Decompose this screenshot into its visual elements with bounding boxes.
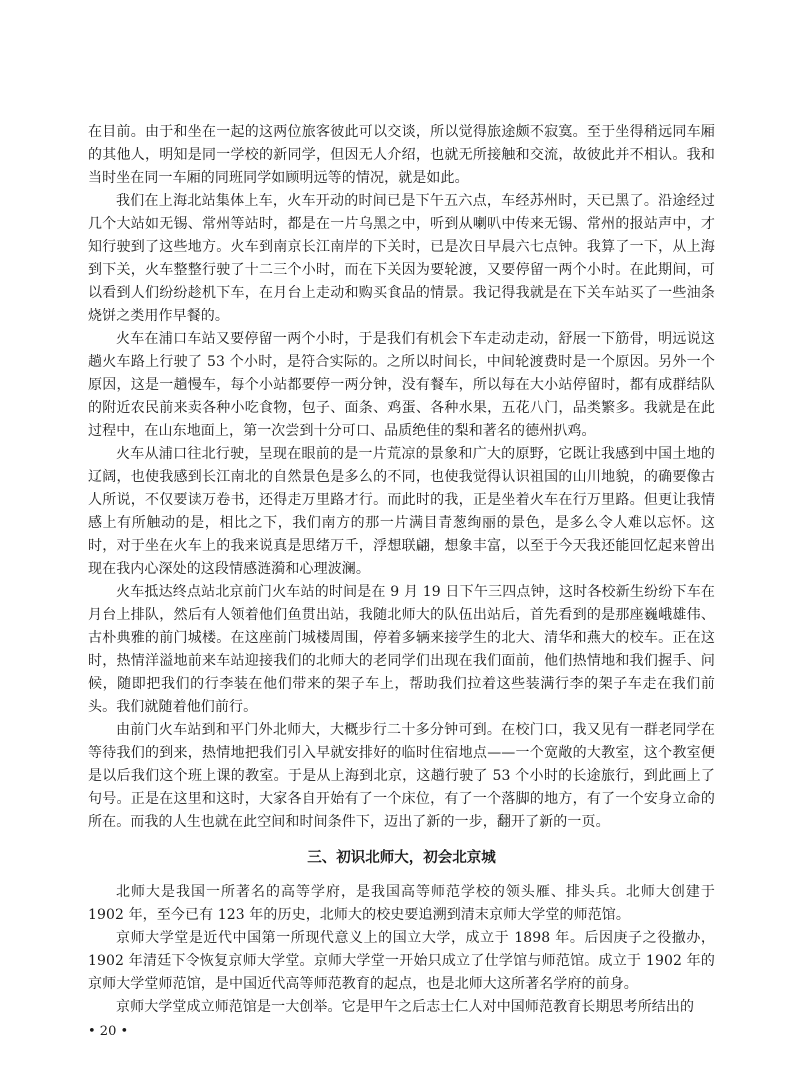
section-heading: 三、初识北师大，初会北京城 xyxy=(307,850,496,866)
paragraph: 京师大学堂是近代中国第一所现代意义上的国立大学，成立于 1898 年。后因庚子之役撤办，1902 年清廷下令恢复京师大学堂。京师大学堂一开始只成立了仕学馆与师范馆。成立于 1902 年的京师大学堂师范馆，是中国近代高等师范教育的起点，也是北师大这所著名学府的前身。 xyxy=(88,930,715,992)
paragraph: 在目前。由于和坐在一起的这两位旅客彼此可以交谈，所以觉得旅途颇不寂寞。至于坐得稍远同车厢的其他人，明知是同一学校的新同学，但因无人介绍，也就无所接触和交流，故彼此并不相认。我和当时坐在同一车厢的同班同学如顾明远等的情况，就是如此。 xyxy=(88,124,715,186)
paragraph: 火车从浦口往北行驶，呈现在眼前的是一片荒凉的景象和广大的原野，它既让我感到中国土地的辽阔，也使我感到长江南北的自然景色是多么的不同，也使我觉得认识祖国的山川地貌，的确要像古人所说，不仅要读万卷书，还得走万里路才行。而此时的我，正是坐着火车在行万里路。但更让我情感上有所触动的是，相比之下，我们南方的那一片满目青葱绚丽的景色，是多么令人难以忘怀。这时，对于坐在火车上的我来说真是思绪万千，浮想联翩，想象丰富，以至于今天我还能回忆起来曾出现在我内心深处的这段情感涟漪和心理波澜。 xyxy=(88,446,715,577)
paragraph: 北师大是我国一所著名的高等学府，是我国高等师范学校的领头雁、排头兵。北师大创建于 1902 年，至今已有 123 年的历史，北师大的校史要追溯到清末京师大学堂的师范馆。 xyxy=(88,884,715,923)
paragraph: 火车抵达终点站北京前门火车站的时间是在 9 月 19 日下午三四点钟，这时各校新生纷纷下车在月台上排队，然后有人领着他们鱼贯出站，我随北师大的队伍出站后，首先看到的是那座巍峨雄伟、古朴典雅的前门城楼。在这座前门城楼周围，停着多辆来接学生的北大、清华和燕大的校车。正在这时，热情洋溢地前来车站迎接我们的北师大的老同学们出现在我们面前，他们热情地和我们握手、问候，随即把我们的行李装在他们带来的架子车上，帮助我们拉着这些装满行李的架子车走在我们前头。我们就随着他们前行。 xyxy=(88,584,715,715)
page-number: • 20 • xyxy=(88,1024,129,1039)
paragraph: 由前门火车站到和平门外北师大，大概步行二十多分钟可到。在校门口，我又见有一群老同学在等待我们的到来，热情地把我们引入早就安排好的临时住宿地点——一个宽敞的大教室，这个教室便是以后我们这个班上课的教室。于是从上海到北京，这趟行驶了 53 个小时的长途旅行，到此画上了句号。正是在这里和这时，大家各自开始有了一个床位，有了一个落脚的地方，有了一个安身立命的所在。而我的人生也就在此空间和时间条件下，迈出了新的一步，翻开了新的一页。 xyxy=(88,722,715,830)
page-body xyxy=(88,121,715,1019)
paragraph: 京师大学堂成立师范馆是一大创举。它是甲午之后志士仁人对中国师范教育长期思考所结出的 xyxy=(116,999,695,1015)
paragraph: 火车在浦口车站又要停留一两个小时，于是我们有机会下车走动走动，舒展一下筋骨，明远说这趟火车路上行驶了 53 个小时，是符合实际的。之所以时间长，中间轮渡费时是一个原因。另外一个原因，这是一趟慢车，每个小站都要停一两分钟，没有餐车，所以每在大小站停留时，都有成群结队的附近农民前来卖各种小吃食物，包子、面条、鸡蛋、各种水果，五花八门，品类繁多。我就是在此过程中，在山东地面上，第一次尝到十分可口、品质绝佳的梨和著名的德州扒鸡。 xyxy=(88,331,715,439)
paragraph: 我们在上海北站集体上车，火车开动的时间已是下午五六点，车经苏州时，天已黑了。沿途经过几个大站如无锡、常州等站时，都是在一片乌黑之中，听到从喇叭中传来无锡、常州的报站声中，才知行驶到了这些地方。火车到南京长江南岸的下关时，已是次日早晨六七点钟。我算了一下，从上海到下关，火车整整行驶了十二三个小时，而在下关因为要轮渡，又要停留一两个小时。在此期间，可以看到人们纷纷趁机下车，在月台上走动和购买食品的情景。我记得我就是在下关车站买了一些油条烧饼之类用作早餐的。 xyxy=(88,193,715,324)
